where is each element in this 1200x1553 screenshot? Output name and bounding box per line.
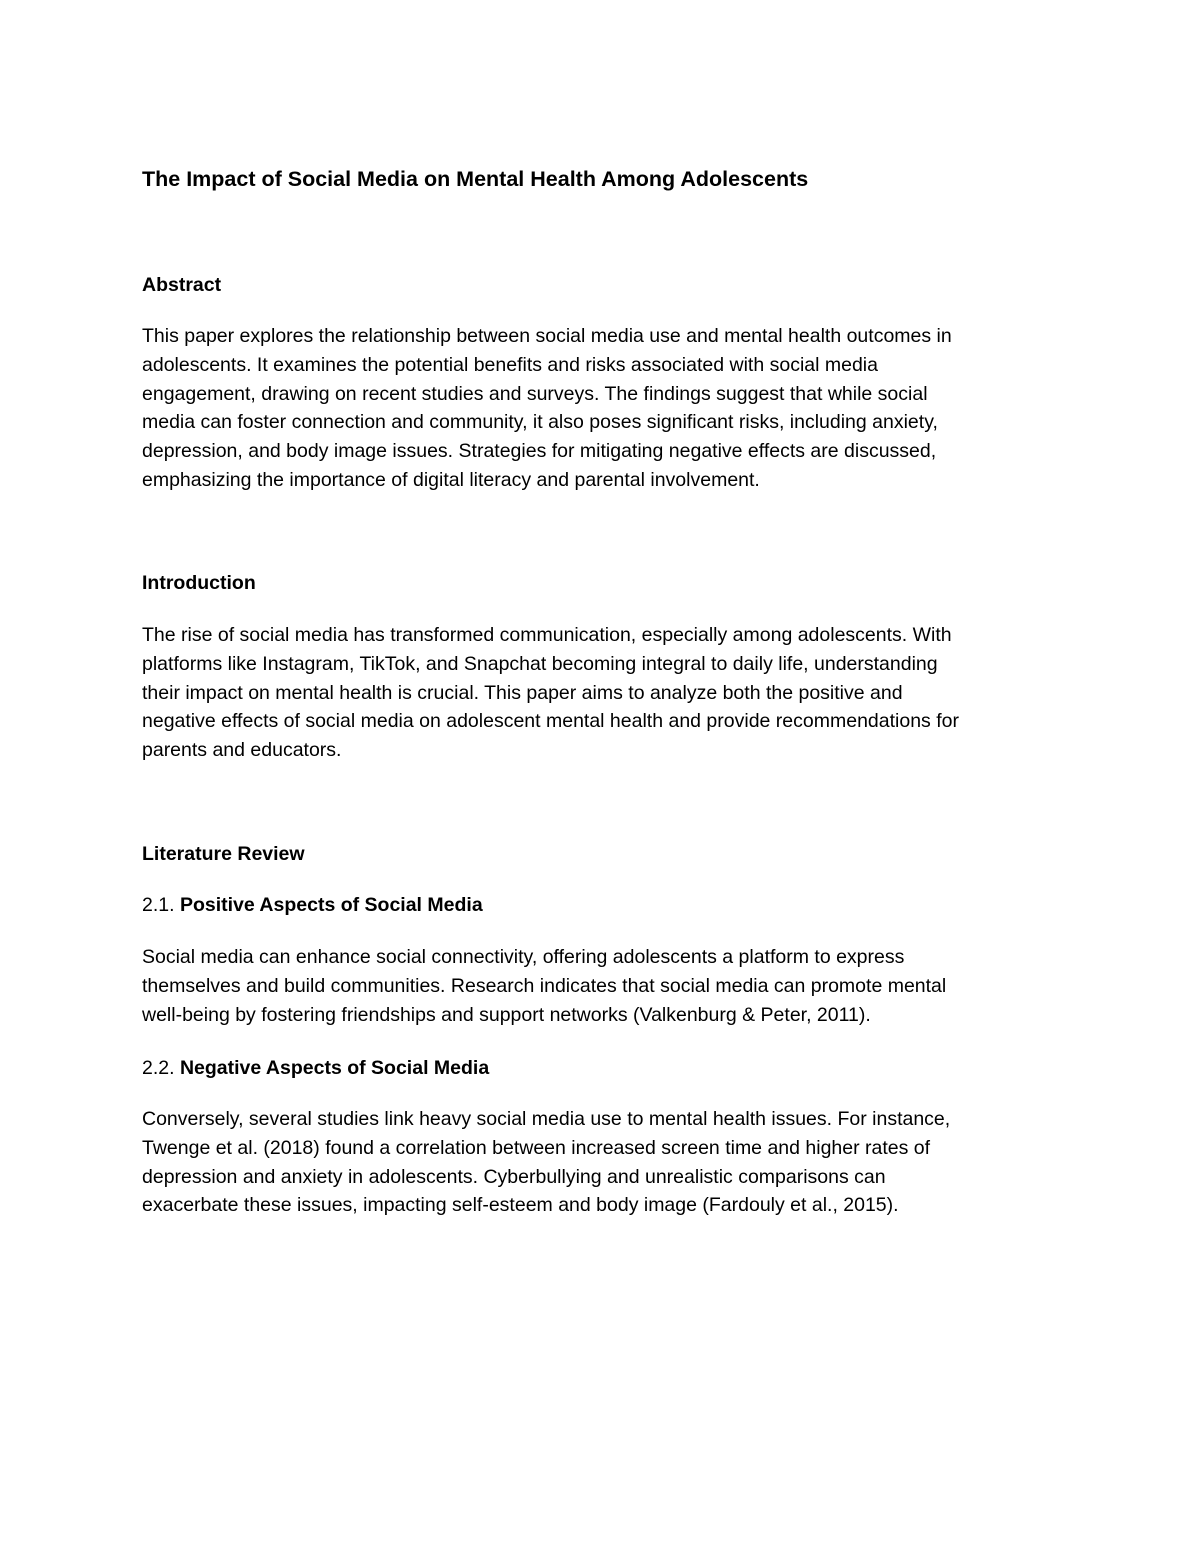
introduction-line: platforms like Instagram, TikTok, and Snapchat becoming integral to daily life, understanding <box>142 652 938 675</box>
abstract-line: adolescents. It examines the potential benefits and risks associated with social media <box>142 353 878 376</box>
abstract-line: This paper explores the relationship between social media use and mental health outcomes in <box>142 325 952 347</box>
introduction-heading: Introduction <box>142 572 256 594</box>
section-2-1-line: themselves and build communities. Research indicates that social media can promote mental <box>142 974 947 997</box>
section-number: 2.1. <box>142 894 175 916</box>
abstract-line: emphasizing the importance of digital literacy and parental involvement. <box>142 468 760 491</box>
abstract-line: engagement, drawing on recent studies and surveys. The findings suggest that while social <box>142 382 928 405</box>
introduction-paragraph <box>142 621 1062 765</box>
section-2-2-heading <box>142 1055 489 1081</box>
section-2-1-paragraph <box>142 943 1062 1029</box>
section-2-1-line: well-being by fostering friendships and support networks (Valkenburg & Peter, 2011). <box>142 1003 871 1026</box>
section-2-2-paragraph <box>142 1105 1062 1220</box>
introduction-line: parents and educators. <box>142 739 342 762</box>
abstract-paragraph <box>142 322 1062 495</box>
literature-review-heading: Literature Review <box>142 843 305 865</box>
section-2-1-heading <box>142 892 483 918</box>
section-label: Positive Aspects of Social Media <box>179 894 483 916</box>
introduction-line: their impact on mental health is crucial. This paper aims to analyze both the positive and <box>142 681 903 704</box>
section-number: 2.2. <box>142 1057 175 1079</box>
abstract-heading: Abstract <box>142 274 222 296</box>
introduction-line: negative effects of social media on adolescent mental health and provide recommendations for <box>142 710 959 733</box>
abstract-line: media can foster connection and community, it also poses significant risks, including anxiety, <box>142 411 938 434</box>
section-label: Negative Aspects of Social Media <box>179 1057 490 1079</box>
section-2-2-line: depression and anxiety in adolescents. Cyberbullying and unrealistic comparisons can <box>142 1165 886 1188</box>
section-2-1-line: Social media can enhance social connectivity, offering adolescents a platform to express <box>142 946 905 968</box>
section-2-2-line: Twenge et al. (2018) found a correlation between increased screen time and higher rates of <box>142 1136 931 1159</box>
section-2-2-line: exacerbate these issues, impacting self-esteem and body image (Fardouly et al., 2015). <box>142 1194 899 1217</box>
abstract-line: depression, and body image issues. Strategies for mitigating negative effects are discussed, <box>142 440 937 463</box>
introduction-line: The rise of social media has transformed communication, especially among adolescents. With <box>142 624 952 646</box>
section-2-2-line: Conversely, several studies link heavy social media use to mental health issues. For instance, <box>142 1108 951 1130</box>
document-title: The Impact of Social Media on Mental Health Among Adolescents <box>142 167 809 191</box>
